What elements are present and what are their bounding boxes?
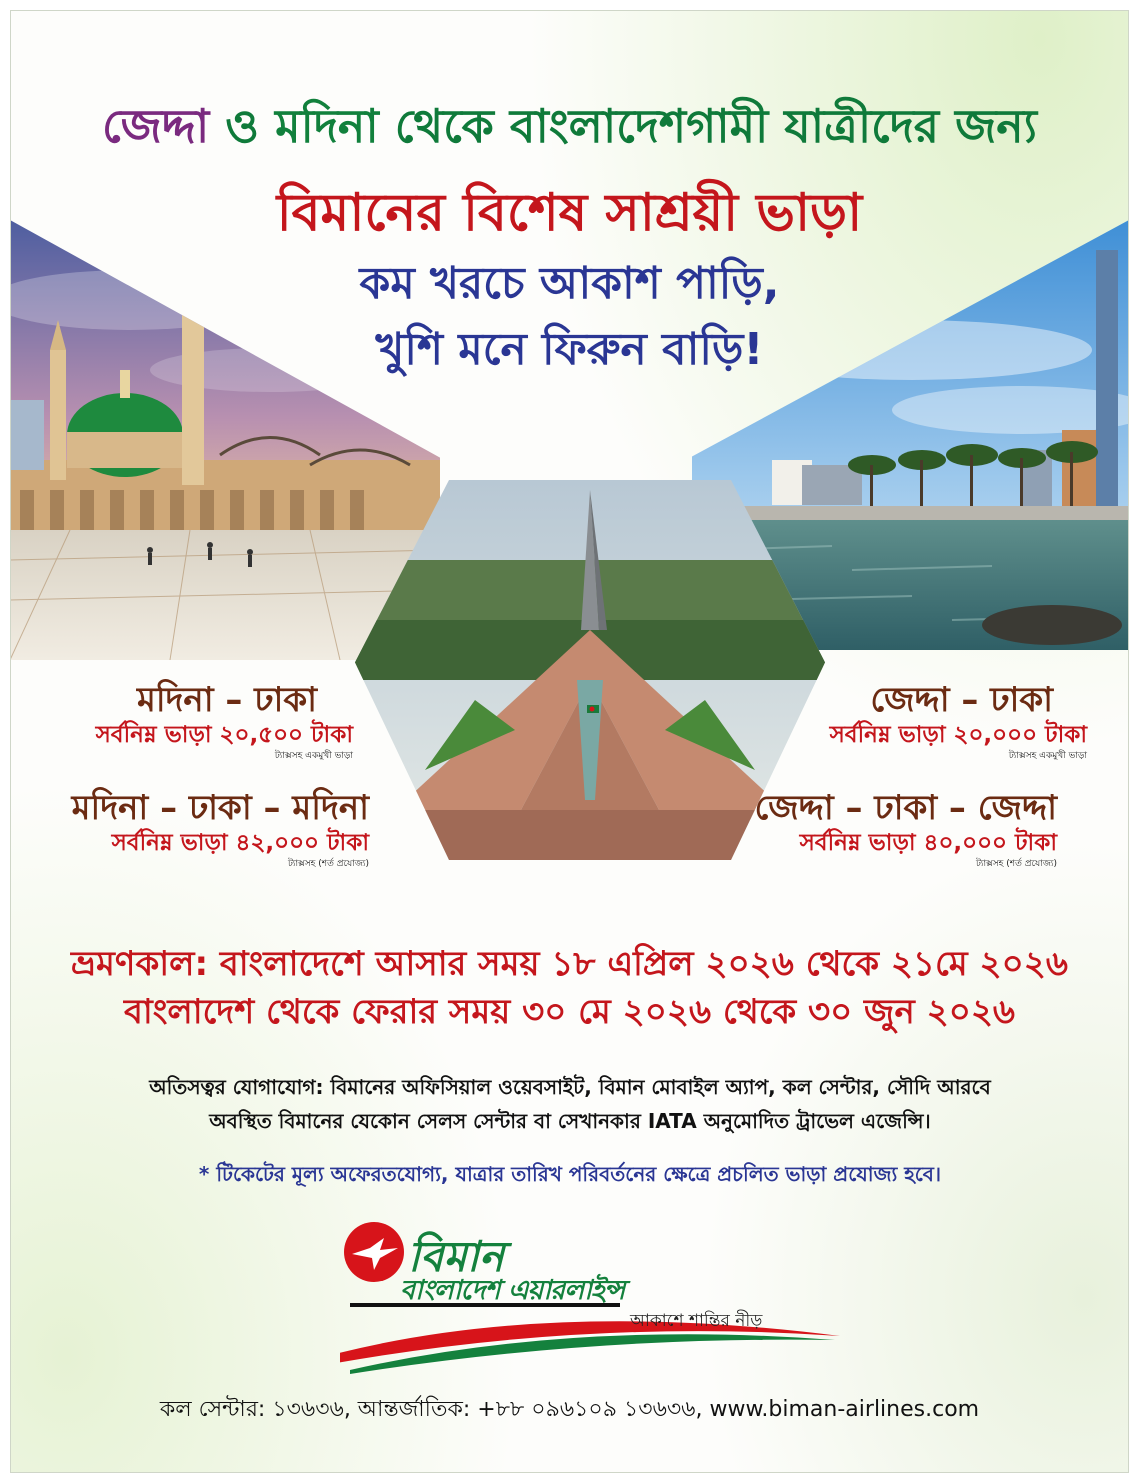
fare-price: সর্বনিম্ন ভাড়া ৪২,০০০ টাকা (111, 830, 369, 856)
logo-tagline: আকাশে শান্তির নীড় (630, 1311, 763, 1331)
headline-jeddah: জেদ্দা (101, 99, 210, 153)
footer-contact: কল সেন্টার: ১৩৬৩৬, আন্তর্জাতিক: +৮৮ ০৯৬১০৯ ১৩৬৩৬, www.biman-airlines.com (159, 1397, 980, 1422)
headline-madina: মদিনা (275, 99, 379, 153)
headline-line-1 (10, 92, 1129, 168)
fare-price: সর্বনিম্ন ভাড়া ২০,৫০০ টাকা (95, 722, 353, 748)
headline-rest: থেকে বাংলাদেশগামী যাত্রীদের জন্য (378, 99, 1038, 153)
fare-note: ট্যাক্সসহ (শর্ত প্রযোজ্য) (287, 859, 369, 869)
logo-name-bengali: বিমান (408, 1232, 504, 1281)
contact-info-line-2: অবস্থিত বিমানের যেকোন সেলস সেন্টার বা সেখানকার IATA অনুমোদিত ট্রাভেল এজেন্সি। (209, 1109, 931, 1133)
slogan-line-2: খুশি মনে ফিরুন বাড়ি! (375, 324, 764, 375)
fare-note: ট্যাক্সসহ একমুখী ভাড়া (274, 751, 353, 761)
headline-and: ও (209, 99, 276, 153)
travel-period-return: বাংলাদেশ থেকে ফেরার সময় ৩০ মে ২০২৬ থেকে ৩০ জুন ২০২৬ (123, 992, 1016, 1032)
slogan-line-1: কম খরচে আকাশ পাড়ি, (359, 258, 780, 309)
biman-logo (340, 1218, 840, 1378)
fare-price: সর্বনিম্ন ভাড়া ৪০,০০০ টাকা (799, 830, 1057, 856)
fare-madina-dhaka (33, 680, 353, 762)
fare-route: জেদ্দা – ঢাকা (870, 680, 1053, 720)
fare-jeddah-dhaka (757, 680, 1087, 762)
headline-line-2: বিমানের বিশেষ সাশ্রয়ী ভাড়া (276, 183, 863, 243)
contact-info-line-1: অতিসত্বর যোগাযোগ: বিমানের অফিসিয়াল ওয়েবসাইট, বিমান মোবাইল অ্যাপ, কল সেন্টার, সৌদি আরবে (149, 1075, 991, 1099)
advertisement (10, 10, 1129, 1473)
fare-note: ট্যাক্সসহ একমুখী ভাড়া (1008, 751, 1087, 761)
disclaimer: * টিকেটের মূল্য অফেরতযোগ্য, যাত্রার তারিখ পরিবর্তনের ক্ষেত্রে প্রচলিত ভাড়া প্রযোজ্য হবে। (198, 1162, 942, 1186)
fare-route: মদিনা – ঢাকা (136, 680, 317, 720)
fare-price: সর্বনিম্ন ভাড়া ২০,০০০ টাকা (829, 722, 1087, 748)
fare-note: ট্যাক্সসহ (শর্ত প্রযোজ্য) (975, 859, 1057, 869)
travel-period-arrival: ভ্রমণকাল: বাংলাদেশে আসার সময় ১৮ এপ্রিল ২০২৬ থেকে ২১মে ২০২৬ (71, 944, 1068, 984)
logo-name-subtitle: বাংলাদেশ এয়ারলাইন্স (400, 1275, 625, 1306)
fare-route: জেদ্দা – ঢাকা – জেদ্দা (754, 788, 1057, 828)
fare-madina-dhaka-madina (29, 788, 369, 870)
fare-route: মদিনা – ঢাকা – মদিনা (71, 788, 369, 828)
fare-jeddah-dhaka-jeddah (687, 788, 1057, 870)
